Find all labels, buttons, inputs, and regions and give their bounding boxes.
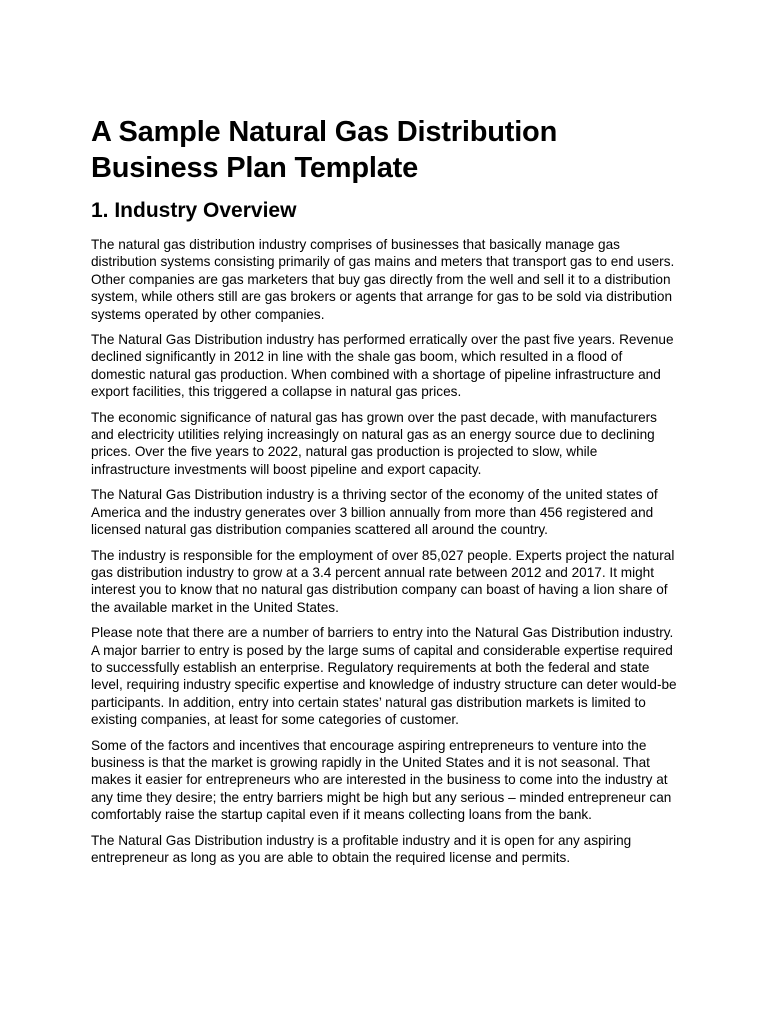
paragraph-industry-performance: The Natural Gas Distribution industry has performed erratically over the past five years. Revenue declined significantly in 2012 in line with the shale gas boom, which resulted in a flood of domestic natural gas production. When combined with a shortage of pipeline infrastructure and export facilities, this triggered a collapse in natural gas prices.	[91, 332, 674, 400]
paragraph-industry-size: The Natural Gas Distribution industry is a thriving sector of the economy of the united states of America and the industry generates over 3 billion annually from more than 456 registered and licensed natural gas distribution companies scattered all around the country.	[91, 487, 658, 538]
section-heading-industry-overview: 1. Industry Overview	[91, 199, 297, 222]
paragraph-employment-growth: The industry is responsible for the employment of over 85,027 people. Experts project the natural gas distribution industry to grow at a 3.4 percent annual rate between 2012 and 2017. It might interest you to know that no natural gas distribution company can boast of having a lion share of the available market in the United States.	[91, 547, 675, 615]
paragraph-profitability: The Natural Gas Distribution industry is a profitable industry and it is open for any aspiring entrepreneur as long as you are able to obtain the required license and permits.	[91, 832, 632, 865]
document-title-line-2: Business Plan Template	[91, 152, 419, 184]
document-title	[91, 114, 680, 186]
paragraph-market-incentives: Some of the factors and incentives that encourage aspiring entrepreneurs to venture into the business is that the market is growing rapidly in the United States and it is not seasonal. That makes it easier for entrepreneurs who are interested in the business to come into the industry at any time they desire; the entry barriers might be high but any serious – minded entrepreneur can comfortably raise the startup capital even if it means collecting loans from the bank.	[91, 737, 672, 823]
paragraph-entry-barriers: Please note that there are a number of barriers to entry into the Natural Gas Distribution industry. A major barrier to entry is posed by the large sums of capital and considerable expertise required to successfully establish an enterprise. Regulatory requirements at both the federal and state level, requiring industry specific expertise and knowledge of industry structure can deter would-be participants. In addition, entry into certain states’ natural gas distribution markets is limited to existing companies, at least for some categories of customer.	[91, 625, 677, 728]
paragraph-economic-significance: The economic significance of natural gas has grown over the past decade, with manufacturers and electricity utilities relying increasingly on natural gas as an energy source due to declining prices. Over the five years to 2022, natural gas production is projected to slow, while infrastructure investments will boost pipeline and export capacity.	[91, 409, 657, 477]
paragraph-industry-definition: The natural gas distribution industry comprises of businesses that basically manage gas distribution systems consisting primarily of gas mains and meters that transport gas to end users. Other companies are gas marketers that buy gas directly from the well and sell it to a distribution system, while others still are gas brokers or agents that arrange for gas to be sold via distribution systems operated by other companies.	[91, 237, 675, 322]
document-title-line-1: A Sample Natural Gas Distribution	[91, 116, 558, 148]
